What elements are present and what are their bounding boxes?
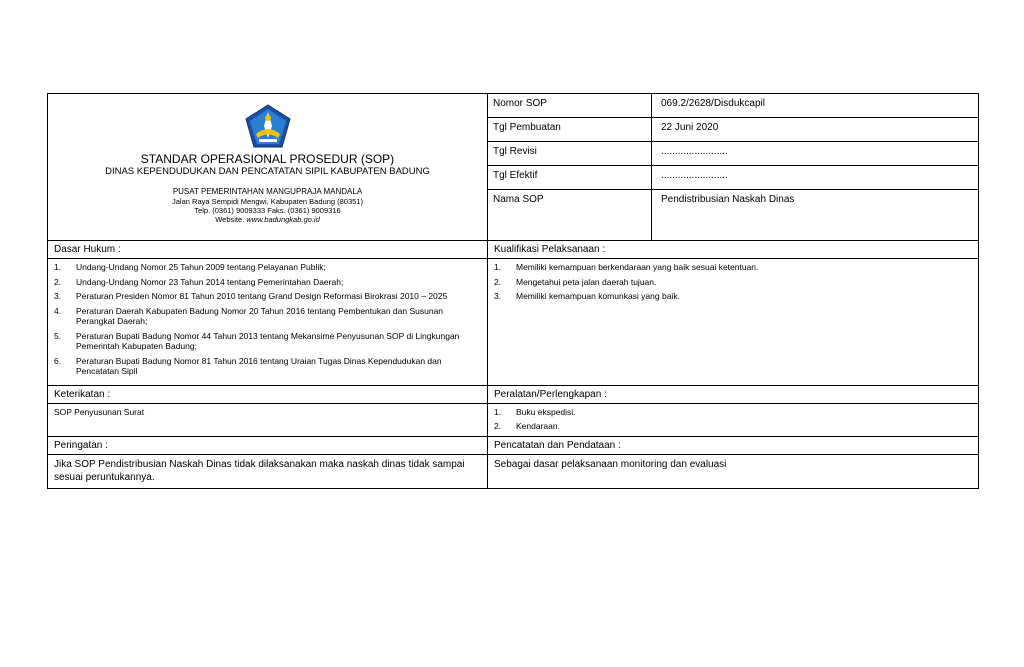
list-number: 3. [494, 291, 502, 301]
list-number: 6. [54, 355, 62, 366]
peringatan-cell [48, 454, 488, 488]
kualifikasi-cell [488, 259, 979, 386]
list-item [494, 277, 972, 288]
meta-label-tgl-revisi: Tgl Revisi [488, 142, 652, 166]
list-number: 2. [54, 276, 62, 287]
list-item [54, 277, 481, 288]
list-item [54, 356, 481, 377]
list-text: Peraturan Bupati Badung Nomor 81 Tahun 2016 tentang Uraian Tugas Dinas Kependudukan dan Pencatatan Sipil [76, 355, 442, 376]
dasar-hukum-cell [48, 259, 488, 386]
peralatan-cell [488, 403, 979, 436]
list-item [494, 421, 972, 432]
office-name: PUSAT PEMERINTAHAN MANGUPRAJA MANDALA [172, 187, 363, 196]
list-number: 2. [494, 276, 502, 287]
peralatan-heading: Peralatan/Perlengkapan : [488, 385, 979, 403]
list-item [54, 291, 481, 302]
badung-regency-emblem-icon [244, 104, 292, 148]
kualifikasi-heading: Kualifikasi Pelaksanaan : [488, 241, 979, 259]
dasar-hukum-heading: Dasar Hukum : [48, 241, 488, 259]
sop-title: STANDAR OPERASIONAL PROSEDUR (SOP) [140, 152, 395, 166]
list-text: Undang-Undang Nomor 23 Tahun 2014 tentang Pemerintahan Daerah; [76, 276, 344, 287]
list-item [494, 407, 972, 418]
sop-table [47, 93, 979, 489]
sop-header [48, 94, 488, 241]
list-number: 4. [54, 305, 62, 316]
website-label: Website. [215, 215, 247, 224]
office-address: Jalan Raya Sempidi Mengwi, Kabupaten Badung (80351) [172, 197, 363, 206]
office-website [48, 215, 487, 224]
list-item [54, 262, 481, 273]
pencatatan-heading: Pencatatan dan Pendataan : [488, 436, 979, 454]
list-text: Peraturan Bupati Badung Nomor 44 Tahun 2013 tentang Mekansime Penyusunan SOP di Lingkungan Pemerintah Kabupaten Badung; [76, 330, 460, 351]
list-item [54, 306, 481, 327]
website-link[interactable]: www.badungkab.go.id [246, 215, 320, 224]
list-text: Peraturan Presiden Nomor 81 Tahun 2010 tentang Grand Design Reformasi Birokrasi 2010 – 2025 [76, 291, 448, 301]
list-number: 5. [54, 330, 62, 341]
list-text: Peraturan Daerah Kabupaten Badung Nomor 20 Tahun 2016 tentang Pembentukan dan Susunan Perangkat Daerah; [76, 305, 444, 326]
meta-value-tgl-pembuatan: 22 Juni 2020 [652, 118, 979, 142]
pencatatan-cell [488, 454, 979, 488]
list-number: 3. [54, 291, 62, 301]
agency-name: DINAS KEPENDUDUKAN DAN PENCATATAN SIPIL KABUPATEN BADUNG [105, 166, 430, 177]
meta-label-nomor-sop: Nomor SOP [488, 94, 652, 118]
peralatan-list [488, 404, 978, 436]
office-phone: Telp. (0361) 9009333 Faks. (0361) 9009316 [194, 206, 341, 215]
list-number: 1. [494, 406, 502, 417]
list-text: Undang-Undang Nomor 25 Tahun 2009 tentang Pelayanan Publik; [76, 262, 326, 272]
list-text: Memiliki kemampuan berkendaraan yang baik sesuai ketentuan. [516, 262, 759, 272]
list-text: Kendaraan. [516, 421, 560, 431]
keterikatan-text: SOP Penyusunan Surat [54, 406, 145, 417]
list-number: 1. [494, 262, 502, 272]
meta-label-tgl-pembuatan: Tgl Pembuatan [488, 118, 652, 142]
pencatatan-text: Sebagai dasar pelaksanaan monitoring dan evaluasi [494, 458, 727, 470]
kualifikasi-list [488, 259, 978, 310]
list-number: 2. [494, 421, 502, 431]
meta-value-tgl-revisi: ........................ [652, 142, 979, 166]
peringatan-heading: Peringatan : [48, 436, 488, 454]
meta-label-nama-sop: Nama SOP [488, 190, 652, 241]
list-item [494, 291, 972, 302]
keterikatan-heading: Keterikatan : [48, 385, 488, 403]
meta-value-nama-sop: Pendistribusian Naskah Dinas [652, 190, 979, 241]
dasar-hukum-list [48, 259, 487, 385]
list-text: Mengetahui peta jalan daerah tujuan. [516, 276, 657, 287]
list-text: Buku ekspedisi. [516, 406, 576, 417]
keterikatan-cell [48, 403, 488, 436]
list-text: Memiliki kemampuan komunkasi yang baik. [516, 291, 680, 301]
meta-value-tgl-efektif: ........................ [652, 166, 979, 190]
list-item [494, 262, 972, 273]
list-item [54, 331, 481, 352]
meta-label-tgl-efektif: Tgl Efektif [488, 166, 652, 190]
meta-value-nomor-sop: 069.2/2628/Disdukcapil [652, 94, 979, 118]
list-number: 1. [54, 262, 62, 272]
peringatan-text: Jika SOP Pendistribusian Naskah Dinas tidak dilaksanakan maka naskah dinas tidak sampai sesuai peruntukannya. [54, 458, 465, 483]
